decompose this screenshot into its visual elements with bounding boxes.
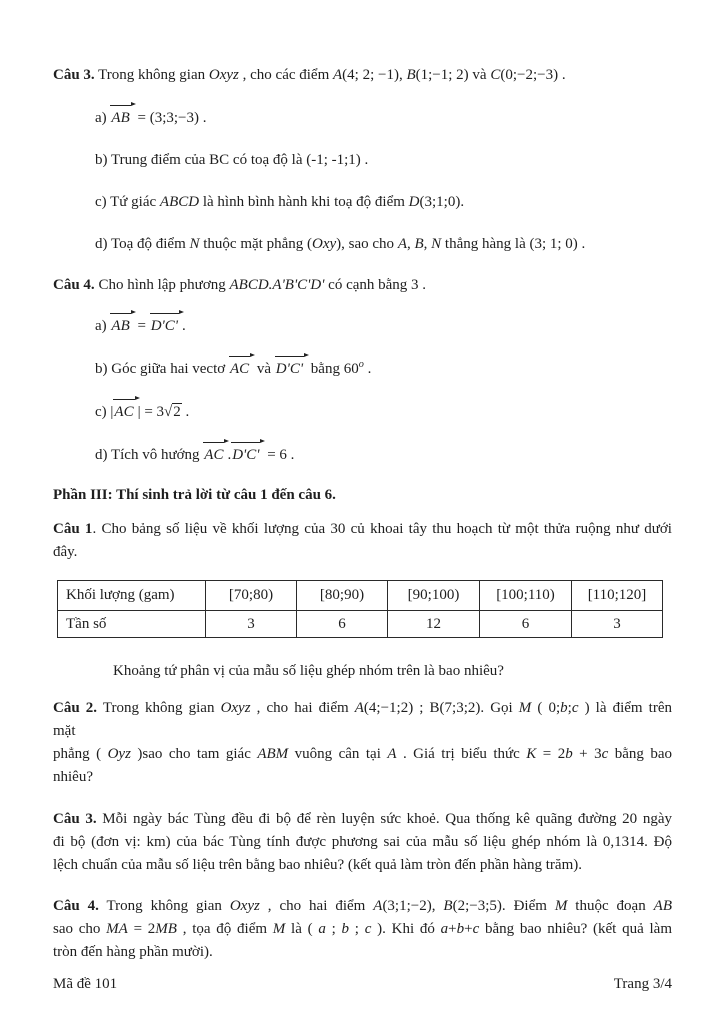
exam-code: Mã đề 101 [53, 976, 118, 992]
question-line: đây. [53, 544, 78, 560]
question-line: tròn đến hàng phần mười). [53, 944, 213, 960]
question-line: phẳng ( Oyz )sao cho tam giác ABM vuông cân tại A . Giá trị biểu thức K = 2b + 3c bằng bao [53, 746, 673, 762]
table-cell: 6 [297, 611, 388, 638]
question-line: Câu 4. Trong không gian Oxyz , cho hai điểm A(3;1;−2), B(2;−3;5). Điểm M thuộc đoạn AB [53, 898, 672, 914]
table-row-header [58, 581, 663, 611]
question-line: sao cho MA = 2MB , tọa độ điểm M là ( a ; b ; c ). Khi đó a+b+c bằng bao nhiêu? (kết quả làm [53, 921, 672, 937]
table-cell: 6 [480, 611, 572, 638]
question-4-statement-a: a) AB = D'C' . [95, 314, 672, 338]
table-cell: Khối lượng (gam) [58, 581, 206, 611]
part3-question-1-text [53, 518, 672, 564]
part-3-header: Phần III: Thí sinh trả lời từ câu 1 đến câu 6. [53, 487, 336, 503]
table-cell: Tần số [58, 611, 206, 638]
question-line: đi bộ (đơn vị: km) của bác Tùng tính được phương sai của mẫu số liệu ghép nhóm là 0,1314. Độ [53, 834, 672, 850]
frequency-table [57, 580, 663, 638]
table-cell: [80;90) [297, 581, 388, 611]
table-cell: [70;80) [206, 581, 297, 611]
question-3-statement-d: d) Toạ độ điểm N thuộc mặt phẳng (Oxy), sao cho A, B, N thẳng hàng là (3; 1; 0) . [95, 236, 586, 252]
page-footer [53, 973, 672, 996]
question-line: nhiêu? [53, 769, 93, 785]
question-line: Câu 2. Trong không gian Oxyz , cho hai điểm A(4;−1;2) ; B(7;3;2). Gọi M ( 0;b;c ) là điểm trên [53, 700, 672, 716]
question-3-heading: Câu 3. Trong không gian Oxyz , cho các điểm A(4; 2; −1), B(1;−1; 2) và C(0;−2;−3) . [53, 67, 566, 83]
table-cell: [110;120] [572, 581, 663, 611]
question-3-statement-c: c) Tứ giác ABCD là hình bình hành khi toạ độ điểm D(3;1;0). [95, 194, 465, 210]
table-cell: 3 [572, 611, 663, 638]
question-4-statement-b: b) Góc giữa hai vectơ AC và D'C' bằng 60$^o$ . [95, 357, 672, 381]
part3-question-4-text [53, 895, 672, 964]
question-line: Câu 1. Cho bảng số liệu về khối lượng của 30 củ khoai tây thu hoạch từ một thửa ruộng như dưới [53, 521, 672, 537]
question-4-heading: Câu 4. Cho hình lập phương ABCD.A'B'C'D' có cạnh bằng 3 . [53, 277, 427, 293]
table-cell: [90;100) [388, 581, 480, 611]
question-line: mặt [53, 723, 76, 739]
question-line: Câu 3. Mỗi ngày bác Tùng đều đi bộ để rèn luyện sức khoẻ. Qua thống kê quãng đường 20 ngày [53, 811, 672, 827]
question-4-statement-c: c) |AC | = 3√2 . [95, 400, 672, 424]
table-cell: 12 [388, 611, 480, 638]
question-3-statement-b: b) Trung điểm của BC có toạ độ là (-1; -1;1) . [95, 152, 369, 168]
table-cell: [100;110) [480, 581, 572, 611]
part3-question-2-text [53, 697, 672, 789]
table-cell: 3 [206, 611, 297, 638]
question-line: lệch chuẩn của mẫu số liệu trên bằng bao nhiêu? (kết quả làm tròn đến phần hàng trăm). [53, 857, 582, 873]
page-number: Trang 3/4 [613, 976, 672, 992]
question-3-statement-a: a) AB = (3;3;−3) . [95, 106, 672, 130]
question-4-statement-d: d) Tích vô hướng AC .D'C' = 6 . [95, 443, 672, 467]
part3-question-3-text [53, 808, 672, 877]
question-1-prompt: Khoảng tứ phân vị của mẫu số liệu ghép nhóm trên là bao nhiêu? [113, 663, 504, 679]
table-row-frequency [58, 611, 663, 638]
